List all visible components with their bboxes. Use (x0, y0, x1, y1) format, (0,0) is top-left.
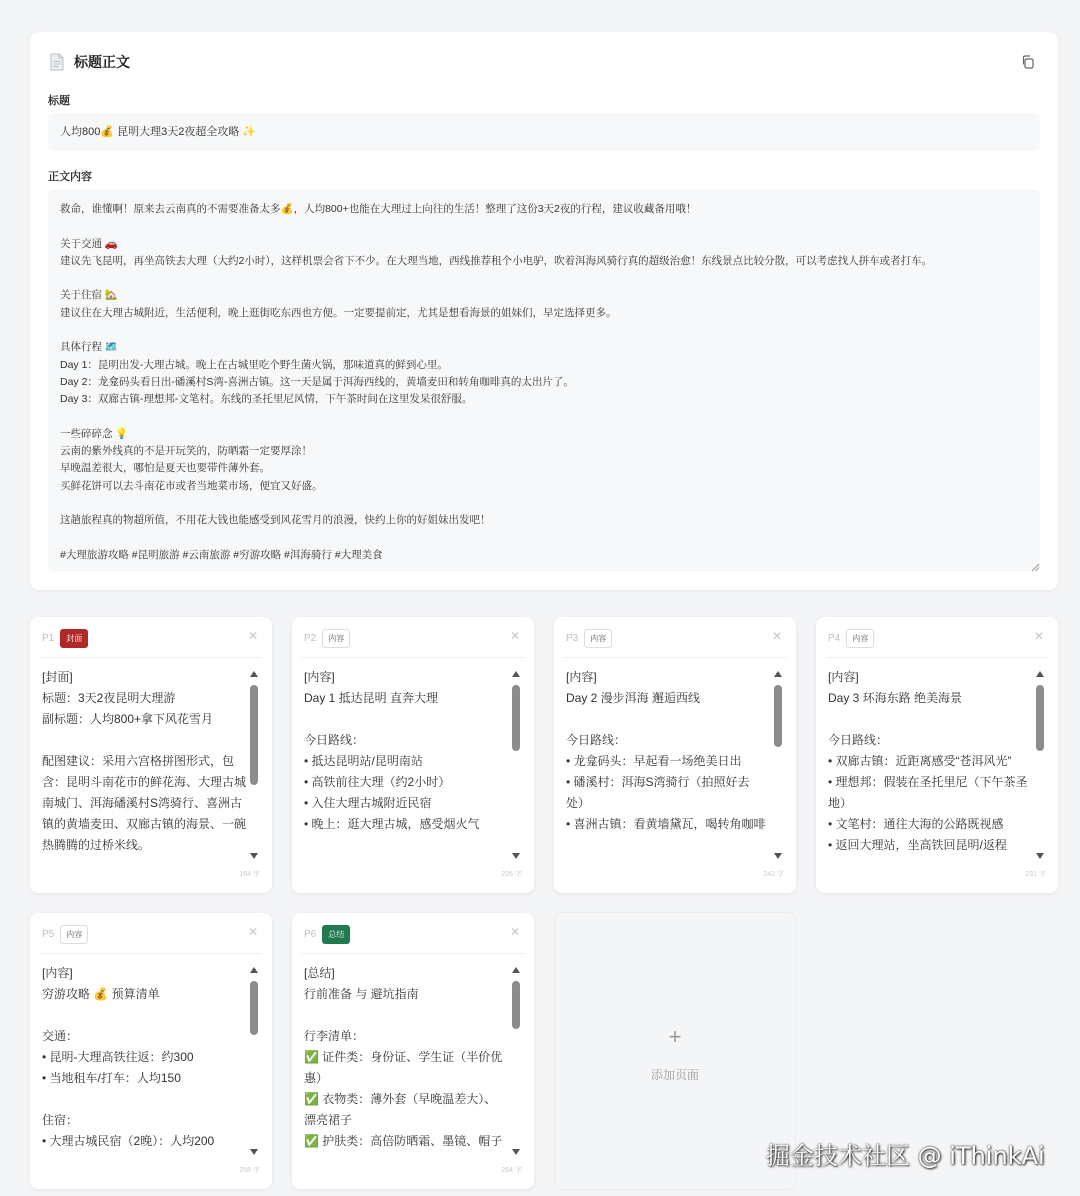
page-card-header (828, 629, 874, 648)
copy-icon[interactable] (1020, 54, 1036, 70)
body-textarea[interactable]: 救命，谁懂啊！原来去云南真的不需要准备太多💰，人均800+也能在大理过上向往的生活！整理了这份3天2夜的行程，建议收藏备用哦！ 关于交通 🚗 建议先飞昆明，再坐高铁去大理（大约2小时），这样机票会省下不少。在大理当地，西线推荐租个小电驴，吹着洱海风骑行真的超级治愈！东线景点比较分散，可以考虑找人拼车或者打车。 关于住宿 🏡 建议住在大理古城附近，生活便利，晚上逛街吃东西也方便。一定要提前定，尤其是想看海景的姐妹们，早定选择更多。 具体行程 🗺️ Day 1：昆明出发-大理古城。晚上在古城里吃个野生菌火锅，那味道真的鲜到心里。 Day 2：龙龛码头看日出-磻溪村S湾-喜洲古镇。这一天是属于洱海西线的，黄墙麦田和转角咖啡真的太出片了。 Day 3：双廊古镇-理想邦-文笔村。东线的圣托里尼风情，下午茶时间在这里发呆很舒服。 一些碎碎念 💡 云南的紫外线真的不是开玩笑的，防晒霜一定要厚涂！ 早晚温差很大，哪怕是夏天也要带件薄外套。 买鲜花饼可以去斗南花市或者当地菜市场，便宜又好盛。 这趟旅程真的物超所值，不用花大钱也能感受到风花雪月的浪漫，快约上你的好姐妹出发吧！ #大理旅游攻略 #昆明旅游 #云南旅游 #穷游攻略 #洱海骑行 #大理美食 (48, 189, 1040, 572)
card-title: 标题正文 (74, 54, 130, 70)
page-type-badge: 内容 (322, 629, 350, 648)
scroll-down-icon[interactable] (250, 853, 258, 859)
page-number: P2 (304, 633, 317, 644)
page-number: P6 (304, 929, 317, 940)
divider (302, 953, 524, 954)
document-icon (50, 53, 64, 71)
page-card[interactable] (30, 617, 272, 893)
scrollbar-thumb[interactable] (774, 685, 782, 747)
scroll-down-icon[interactable] (774, 853, 782, 859)
scroll-up-icon[interactable] (250, 967, 258, 973)
page-card-header (304, 925, 350, 944)
scroll-up-icon[interactable] (512, 967, 520, 973)
char-count: 231 字 (1025, 871, 1046, 878)
scrollbar[interactable] (1036, 671, 1044, 859)
page-card-header (42, 629, 88, 648)
divider (302, 657, 524, 658)
scroll-down-icon[interactable] (512, 1149, 520, 1155)
page-card-header (42, 925, 88, 944)
page-number: P1 (42, 633, 55, 644)
page-card-header (566, 629, 612, 648)
page-type-badge: 内容 (584, 629, 612, 648)
scrollbar-thumb[interactable] (1036, 685, 1044, 751)
page-content[interactable]: [内容] Day 2 漫步洱海 邂逅西线 今日路线： • 龙龛码头：早起看一场绝美日出 • 磻溪村：洱海S湾骑行（拍照好去处） • 喜洲古镇：看黄墙黛瓦，喝转角咖啡 (566, 670, 766, 831)
page-number: P4 (828, 633, 841, 644)
page-card[interactable] (292, 617, 534, 893)
page-content[interactable]: [总结] 行前准备 与 避坑指南 行李清单： ✅ 证件类：身份证、学生证（半价优惠） ✅ 衣物类：薄外套（早晚温差大）、漂亮裙子 ✅ 护肤类：高倍防晒霜、墨镜、帽子 (304, 966, 503, 1148)
title-input[interactable]: 人均800💰 昆明大理3天2夜超全攻略 ✨ (48, 113, 1040, 151)
scroll-up-icon[interactable] (512, 671, 520, 677)
divider (826, 657, 1048, 658)
plus-icon: + (668, 1024, 682, 1049)
add-page-label: 添加页面 (650, 1068, 699, 1082)
page-type-badge: 封面 (60, 629, 88, 648)
page-card-header (304, 629, 350, 648)
page-card[interactable] (30, 913, 272, 1189)
page-content[interactable]: [封面] 标题：3天2夜昆明大理游 副标题：人均800+拿下风花雪月 配图建议：采用六宫格拼图形式，包含：昆明斗南花市的鲜花海、大理古城南城门、洱海磻溪村S湾骑行、喜洲古镇的黄墙麦田、双廊古镇的海景、一碗热腾腾的过桥米线。 (42, 670, 246, 852)
scroll-down-icon[interactable] (250, 1149, 258, 1155)
scrollbar[interactable] (250, 967, 258, 1155)
add-page-button[interactable] (554, 912, 796, 1190)
card-header (50, 52, 130, 72)
page-card[interactable] (292, 913, 534, 1189)
close-icon[interactable]: ✕ (509, 925, 520, 939)
scrollbar-thumb[interactable] (250, 981, 258, 1035)
scrollbar[interactable] (250, 671, 258, 859)
scrollbar[interactable] (512, 671, 520, 859)
scroll-up-icon[interactable] (1036, 671, 1044, 677)
page-type-badge: 内容 (846, 629, 874, 648)
page-number: P3 (566, 633, 579, 644)
divider (564, 657, 786, 658)
close-icon[interactable]: ✕ (771, 629, 782, 643)
scroll-up-icon[interactable] (250, 671, 258, 677)
page-type-badge: 总结 (322, 925, 350, 944)
divider (40, 657, 262, 658)
divider (40, 953, 262, 954)
char-count: 226 字 (501, 871, 522, 878)
char-count: 241 字 (763, 871, 784, 878)
scroll-down-icon[interactable] (1036, 853, 1044, 859)
body-label: 正文内容 (48, 171, 92, 183)
scrollbar[interactable] (512, 967, 520, 1155)
scroll-up-icon[interactable] (774, 671, 782, 677)
resize-handle-icon[interactable] (1030, 562, 1040, 572)
page-card[interactable] (816, 617, 1058, 893)
page-content[interactable]: [内容] Day 1 抵达昆明 直奔大理 今日路线： • 抵达昆明站/昆明南站 • 高铁前往大理（约2小时） • 入住大理古城附近民宿 • 晚上：逛大理古城，感受烟火气 (304, 670, 480, 831)
watermark: 掘金技术社区 @ iThinkAi (766, 1142, 1045, 1170)
scrollbar-thumb[interactable] (250, 685, 258, 785)
close-icon[interactable]: ✕ (247, 629, 258, 643)
page-number: P5 (42, 929, 55, 940)
char-count: 264 字 (501, 1167, 522, 1174)
close-icon[interactable]: ✕ (1033, 629, 1044, 643)
close-icon[interactable]: ✕ (509, 629, 520, 643)
title-body-card (30, 32, 1058, 590)
char-count: 164 字 (239, 871, 260, 878)
page-type-badge: 内容 (60, 925, 88, 944)
page-content[interactable]: [内容] 穷游攻略 💰 预算清单 交通： • 昆明-大理高铁往返：约300 • 当地租车/打车：人均150 住宿： • 大理古城民宿（2晚）：人均200 (42, 966, 215, 1148)
scrollbar[interactable] (774, 671, 782, 859)
char-count: 258 字 (239, 1167, 260, 1174)
title-label: 标题 (48, 95, 70, 107)
scroll-down-icon[interactable] (512, 853, 520, 859)
page-content[interactable]: [内容] Day 3 环海东路 绝美海景 今日路线： • 双廊古镇：近距离感受“苍洱风光” • 理想邦：假装在圣托里尼（下午茶圣地） • 文笔村：通往大海的公路既视感 • 返回大理站，坐高铁回昆明/返程 (828, 670, 1028, 852)
close-icon[interactable]: ✕ (247, 925, 258, 939)
scrollbar-thumb[interactable] (512, 981, 520, 1029)
page-card[interactable] (554, 617, 796, 893)
scrollbar-thumb[interactable] (512, 685, 520, 751)
